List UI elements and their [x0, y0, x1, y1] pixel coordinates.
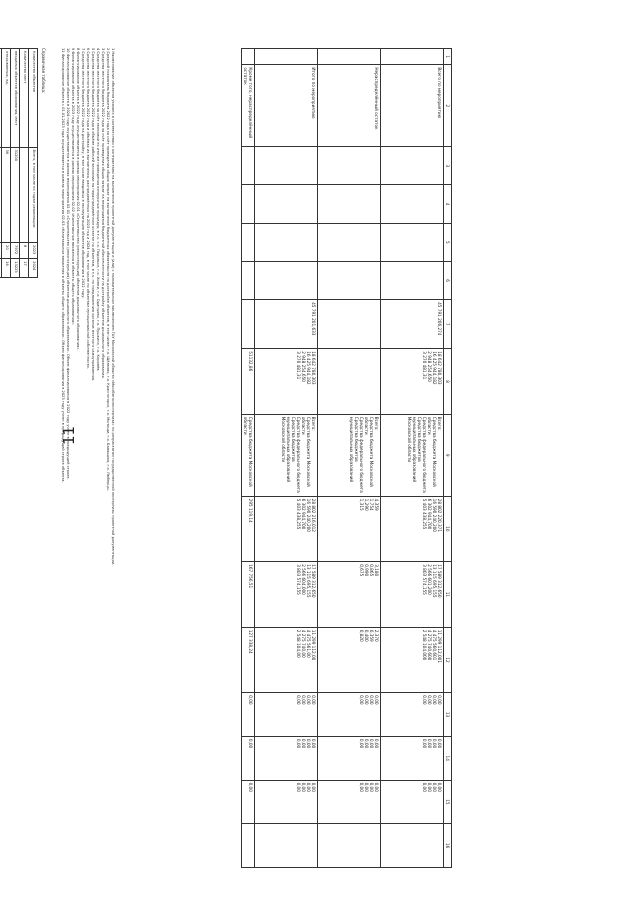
table-cell	[318, 300, 381, 349]
footnote: 6 Средства местного бюджета 2022 года и объёмах их выполнения, распределённых на 2023 год и 2024 год, в том числе по объектам муниципальной собственности.	[86, 48, 90, 369]
footnotes	[60, 48, 115, 868]
table-cell: 3,180 0,865 0,990 0,675	[318, 562, 381, 628]
table-cell: Нераспределённый остаток	[318, 65, 381, 147]
reference-cell: 16	[2, 259, 11, 278]
table-cell: Всего: Средства бюджета Московской области Средства федерального бюджета Средства бюджетов муниципальных образований Московской области	[255, 414, 318, 496]
footnote: 9 Финансирование объекта в 2023 году осуществляется в рамках мероприятия 02.02 «Капитальные вложения в объекты общего образования».	[71, 48, 75, 326]
table-cell: 0,00 0,00 0,00 0,00	[318, 736, 381, 780]
table-row	[318, 49, 381, 868]
column-header: 16	[444, 824, 452, 868]
footnote: 7 Средства местного бюджета 2022 года на достройку, в том числе вводимых в эксплуатацию объектов образования в 2022 году.	[81, 48, 85, 299]
table-cell: 51132,86	[242, 349, 255, 415]
table-cell	[242, 261, 255, 299]
table-cell: Всего: Средства бюджета Московской области Средства федерального бюджета Средства бюджетов муниципальных образований	[318, 414, 381, 496]
table-cell: 28 802 220,371 16 590 240,200 6 302 944,700 5 403 438,255	[381, 496, 444, 562]
column-header: 8	[444, 349, 452, 415]
table-cell	[255, 147, 318, 185]
column-header: 2	[444, 65, 452, 147]
reference-cell	[0, 243, 2, 259]
table-cell	[242, 147, 255, 185]
table-body	[242, 49, 444, 868]
table-header-row	[444, 49, 452, 868]
footnote: 2 Средний показатель бюджета 2022 года за счёт проведения общих затрат на выполнение бюджетных обязательств по достройке объектов, в том числе: г.о. Щёлково, г.о. Красногорск, г.о. Мытищи, г.о. Балашиха, г.о. Люберцы.	[106, 48, 110, 491]
footnote: 3 Средства местного бюджета 2022 года за счёт проведения общих затрат на мероприятия бюджетной обеспеченности на достройку объектов дошкольного образования.	[101, 48, 105, 379]
table-cell: 167 756,51	[242, 562, 255, 628]
footnote: 5 Средства местного бюджета 2022 года в объёме рабочей экономии на нераспределённом остатке по объектам, в т.ч. по предложению органов местного самоуправления.	[91, 48, 95, 382]
reference-cell: 36	[2, 147, 11, 243]
table-row	[381, 49, 444, 868]
reference-cell: 13225	[11, 259, 20, 278]
table-cell	[381, 223, 444, 261]
reference-cell: 2023	[29, 243, 38, 259]
reference-cell: Количество мест	[20, 49, 29, 148]
table-cell	[381, 824, 444, 868]
table-cell: 0,00	[242, 736, 255, 780]
table-cell: 0,00 0,00 0,00 0,00	[255, 780, 318, 824]
reference-cell: 31200	[11, 147, 20, 243]
column-header: 14	[444, 736, 452, 780]
reference-cell: 2024	[29, 259, 38, 278]
funding-table	[241, 48, 452, 868]
table-cell: 0,00 0,00 0,00 0,00	[255, 693, 318, 737]
footnote: 4 Средства местного бюджета за счёт экономии по итогам проведения конкурсных процедур, в т.ч. г.о. Подольск, г.о. Химки, г.о. Одинцово, г.о. Пушкино, г.о. Королёв.	[96, 48, 100, 372]
table-cell	[242, 223, 255, 261]
reference-cell	[20, 147, 29, 243]
table-cell	[255, 824, 318, 868]
table-cell	[318, 824, 381, 868]
table-cell: 18 642 780,303 16 425 944,182 2 948 254,650 3 270 481,31	[255, 349, 318, 415]
table-row	[255, 49, 318, 868]
table-cell	[381, 185, 444, 223]
table-cell: Всего: Средства бюджета Московской области Средства федерального бюджета Средства бюджетов муниципальных образований Московской области	[381, 414, 444, 496]
reference-cell: вводимых объектов образования, мест	[11, 49, 20, 148]
footnote: 8 Финансирование объекта в 2022 году осуществляется в рамках мероприятия 02.01 «Строительство (реконструкция) объектов дошкольного образования».	[76, 48, 80, 351]
table-cell: 0,00 0,00 0,00 0,00	[381, 693, 444, 737]
column-header: 11	[444, 562, 452, 628]
table-cell: 0,00 0,00 0,00 0,00	[381, 780, 444, 824]
reference-cell: Всего, в том числе по годам реализации:	[29, 147, 38, 243]
table-cell	[318, 49, 381, 65]
table-cell: 0,00 0,00 0,00 0,00	[318, 693, 381, 737]
table-cell: 295 119,14	[242, 496, 255, 562]
reference-cell	[0, 259, 2, 278]
table-cell: 17 589 312,650 13 115 695,155 2 566 601,200 3 803 574,155	[381, 562, 444, 628]
table-cell: Кроме того, нераспределённый остаток	[242, 65, 255, 147]
reference-row	[11, 49, 20, 278]
table-row	[242, 49, 255, 868]
table-cell	[242, 185, 255, 223]
table-cell	[318, 349, 381, 415]
column-header: 10	[444, 496, 452, 562]
table-cell: 17 589 312,650 13 115 695,155 2 566 604,000 3 803 574,155	[255, 562, 318, 628]
column-header: 13	[444, 693, 452, 737]
table-cell	[318, 147, 381, 185]
table-cell	[381, 49, 444, 65]
table-cell: 18 642 780,303 16 425 944,182 2 948 254,650 3 270 481,31	[381, 349, 444, 415]
footnote: 1 Наименование объектов указано в соответствии с контрактами на выполнение проектной документации и (или) с положительным заключением ГАУ Московской области «Мособлгосэкспертиза» по результатам государственной экспертизы проектной документации.	[111, 48, 115, 566]
reference-cell: 20	[2, 243, 11, 259]
column-header: 9	[444, 414, 452, 496]
table-cell	[318, 223, 381, 261]
table-cell: Всего по мероприятию	[381, 65, 444, 147]
table-cell	[255, 261, 318, 299]
table-cell: 45 791 201,633	[255, 300, 318, 349]
table-cell	[255, 223, 318, 261]
table-cell: 0,00 0,00 0,00 0,00	[255, 736, 318, 780]
column-header: 7	[444, 300, 452, 349]
reference-cell: 17	[20, 259, 29, 278]
table-cell: 2,370 0,359 0,400 0,820	[318, 627, 381, 693]
reference-row	[29, 49, 38, 278]
column-header: 6	[444, 261, 452, 299]
table-cell: 0,00 0,00 0,00 0,00	[318, 780, 381, 824]
footnote: 11 Финансирование объекта с 01.01.2023 года осуществляется в рамках мероприятия 02.03 «Капитальные вложения в объекты общего образования». Объем финансирования в 2023 году учтен в предыдущей строке объекта.	[61, 48, 65, 483]
reference-cell: Количество объектов	[29, 49, 38, 148]
reference-table-title: Справочная таблица:	[41, 48, 46, 94]
table-cell: 0,00	[242, 693, 255, 737]
table-cell: 4,359 1,754 1,290 1,315	[318, 496, 381, 562]
reference-cell	[0, 49, 2, 148]
table-cell: 28 802 216,012 16 590 240,200 6 302 944,700 5 403 438,255	[255, 496, 318, 562]
reference-row	[20, 49, 29, 278]
table-cell	[255, 49, 318, 65]
reference-table	[0, 48, 38, 278]
table-cell: Средства бюджета Московской области	[242, 414, 255, 496]
table-cell: 11 299 112,001 4 475 560,601 4 275 740,600 2 548 104,000	[381, 627, 444, 693]
reference-cell: 7972	[11, 243, 20, 259]
reference-row	[2, 49, 11, 278]
table-cell	[242, 49, 255, 65]
reference-cell: 8	[20, 243, 29, 259]
table-cell: 45 791 206,274	[381, 300, 444, 349]
table-cell	[381, 261, 444, 299]
footnote: 10 Финансирование объекта в 2024 году осуществляется в рамках мероприятия 02.01 «Строительство (реконструкция) объектов дошкольного образования». Объем финансирования в 2022 году учтен в предыдущей строке.	[66, 48, 70, 480]
table-cell	[318, 261, 381, 299]
table-cell	[255, 185, 318, 223]
column-header: 4	[444, 185, 452, 223]
reference-row	[0, 49, 2, 278]
column-header: 1	[444, 49, 452, 65]
table-cell: 0,00 0,00 0,00 0,00	[381, 736, 444, 780]
page-number: 11	[60, 425, 78, 445]
reference-cell	[0, 147, 2, 243]
table-cell	[381, 147, 444, 185]
column-header: 3	[444, 147, 452, 185]
table-cell	[242, 300, 255, 349]
table-cell: 11 299 112,00 4 475 561,00 4 275 740,00 2 548 104,00	[255, 627, 318, 693]
table-cell	[242, 824, 255, 868]
table-cell	[318, 185, 381, 223]
column-header: 15	[444, 780, 452, 824]
table-cell: 0,00	[242, 780, 255, 824]
reference-cell: открываемых, ед.	[2, 49, 11, 148]
table-cell: Итого по мероприятию	[255, 65, 318, 147]
table-cell: 127 338,24	[242, 627, 255, 693]
column-header: 5	[444, 223, 452, 261]
column-header: 12	[444, 627, 452, 693]
